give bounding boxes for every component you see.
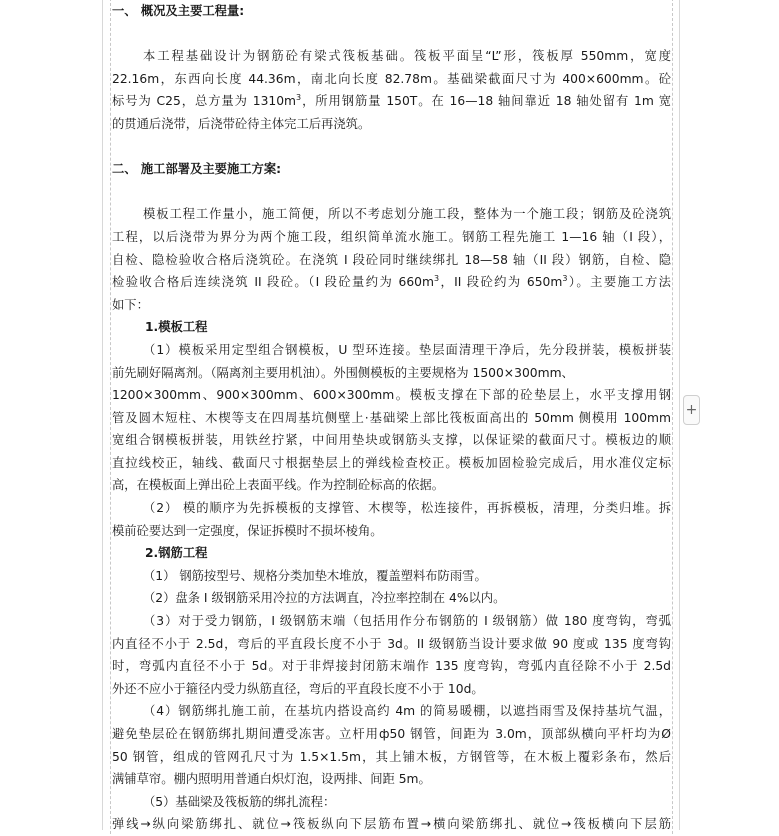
subheading-rebar: 2.钢筋工程 (145, 546, 208, 561)
paragraph-line: 工程，以后浇带为界分为两个施工段，组织简单流水施工。钢筋工程先施工 1—16 轴（I 段）， (112, 229, 671, 244)
paragraph-line: （2） 模的顺序为先拆模板的支撑管、木楔等，松连接件，再拆模板，清理，分类归堆。拆 (143, 501, 671, 516)
paragraph-line: 50 钢管，组成的管网孔尺寸为 1.5×1.5m，其上铺木板，方钢管等，在木板上覆彩条布，然后 (112, 749, 671, 764)
paragraph-line: 本工程基础设计为钢筋砼有梁式筏板基础。筏板平面呈“L”形，筏板厚 550mm，宽度 (143, 49, 671, 64)
paragraph-line: 内直径不小于 2.5d，弯后的平直段长度不小于 3d。II 级钢筋当设计要求做 90 度或 135 度弯钩 (112, 636, 671, 651)
superscript: 3 (562, 274, 568, 284)
paragraph-line: 22.16m，东西向长度 44.36m，南北向长度 82.78m。基础梁截面尺寸为 400×600mm。砼 (112, 71, 671, 86)
paragraph-line: 时，弯弧内直径不小于 5d。对于非焊接封闭筋末端作 135 度弯钩，弯弧内直径除不小于 2.5d (112, 659, 671, 674)
paragraph-line: 直拉线校正，轴线、截面尺寸根据垫层上的弹线检查校正。模板加固检验完成后，用水准仪定标 (112, 455, 671, 470)
paragraph-line: 宽组合钢模板拼装，用铁丝拧紧，中间用垫块或钢筋头支撑，以保证梁的截面尺寸。模板边的顺 (112, 433, 671, 448)
paragraph-line: 满铺草帘。棚内照明用普通白炽灯泡，设两排、间距 5m。 (112, 772, 431, 787)
superscript: 3 (296, 93, 302, 103)
paragraph-line: （1） 钢筋按型号、规格分类加垫木堆放，覆盖塑料布防雨雪。 (143, 568, 487, 583)
paragraph-line: 管及圆木短柱、木楔等支在四周基坑侧壁上·基础梁上部比筏板面高出的 50mm 侧模用 100mm (112, 410, 671, 425)
paragraph-line: 模板工程工作量小，施工简便，所以不考虑划分施工段，整体为一个施工段；钢筋及砼浇筑 (143, 207, 671, 222)
paragraph-line: 1200×300mm、900×300mm、600×300mm。模板支撑在下部的砼垫层上，水平支撑用钢 (112, 388, 671, 403)
paragraph-line: （4）钢筋绑扎施工前，在基坑内搭设高约 4m 的简易暖棚，以遮挡雨雪及保持基坑气温， (143, 704, 671, 719)
paragraph-line: 标号为 C25，总方量为 $1310m^3$，所用钢筋量 150T。在 16—18 轴间靠近 18 轴处留有 1m 宽 (112, 93, 671, 109)
add-icon[interactable]: + (683, 395, 700, 425)
margin-guide-left (110, 0, 111, 834)
paragraph-line: 自检、隐检验收合格后浇筑砼。在浇筑 I 段砼同时继续绑扎 18—58 轴（II 段）钢筋，自检、隐 (112, 252, 671, 267)
paragraph-line: 如下： (112, 297, 149, 312)
document-body (112, 0, 671, 836)
paragraph-line: 弹线→纵向梁筋绑扎、就位→筏板纵向下层筋布置→横向梁筋绑扎、就位→筏板横向下层筋 (112, 817, 671, 832)
paragraph-line: （3）对于受力钢筋，I 级钢筋末端（包括用作分布钢筋的 I 级钢筋）做 180 度弯钩，弯弧 (143, 614, 671, 629)
superscript: 3 (433, 274, 440, 284)
paragraph-line: 外还不应小于箍径内受力纵筋直径，弯后的平直段长度不小于 10d。 (112, 681, 484, 696)
paragraph-line: 前先刷好隔离剂。（隔离剂主要用机油）。外围侧模板的主要规格为 1500×300mm、 (112, 365, 574, 380)
paragraph-line: 模前砼要达到一定强度，保证拆模时不损坏棱角。 (112, 523, 383, 538)
paragraph-line: （5）基础梁及筏板筋的绑扎流程： (143, 794, 336, 809)
paragraph-line: 高，在模板面上弹出砼上表面平线。作为控制砼标高的依据。 (112, 478, 445, 493)
subheading-formwork: 1.模板工程 (145, 320, 208, 335)
section-heading-overview: 一、 概况及主要工程量: (112, 4, 245, 18)
paragraph-line: 避免垫层砼在钢筋绑扎期间遭受冻害。立杆用ф50 钢管，间距为 3.0m，顶部纵横向平杆均为Ø (112, 727, 671, 741)
margin-guide-right (672, 0, 673, 834)
paragraph-line: （2）盘条 I 级钢筋采用冷拉的方法调直，冷拉率控制在 4%以内。 (143, 591, 506, 606)
paragraph-line: 检验收合格后连续浇筑 II 段砼。（I 段砼量约为 $660m^3$，II 段砼约为 $650m^3$）。主要施工方法 (112, 274, 671, 290)
paragraph-line: （1）模板采用定型组合钢模板，U 型环连接。垫层面清理干净后，先分段拼装，模板拼装 (143, 342, 671, 357)
paragraph-line: 的贯通后浇带，后浇带砼待主体完工后再浇筑。 (112, 116, 371, 131)
section-heading-deployment: 二、 施工部署及主要施工方案: (112, 162, 282, 177)
